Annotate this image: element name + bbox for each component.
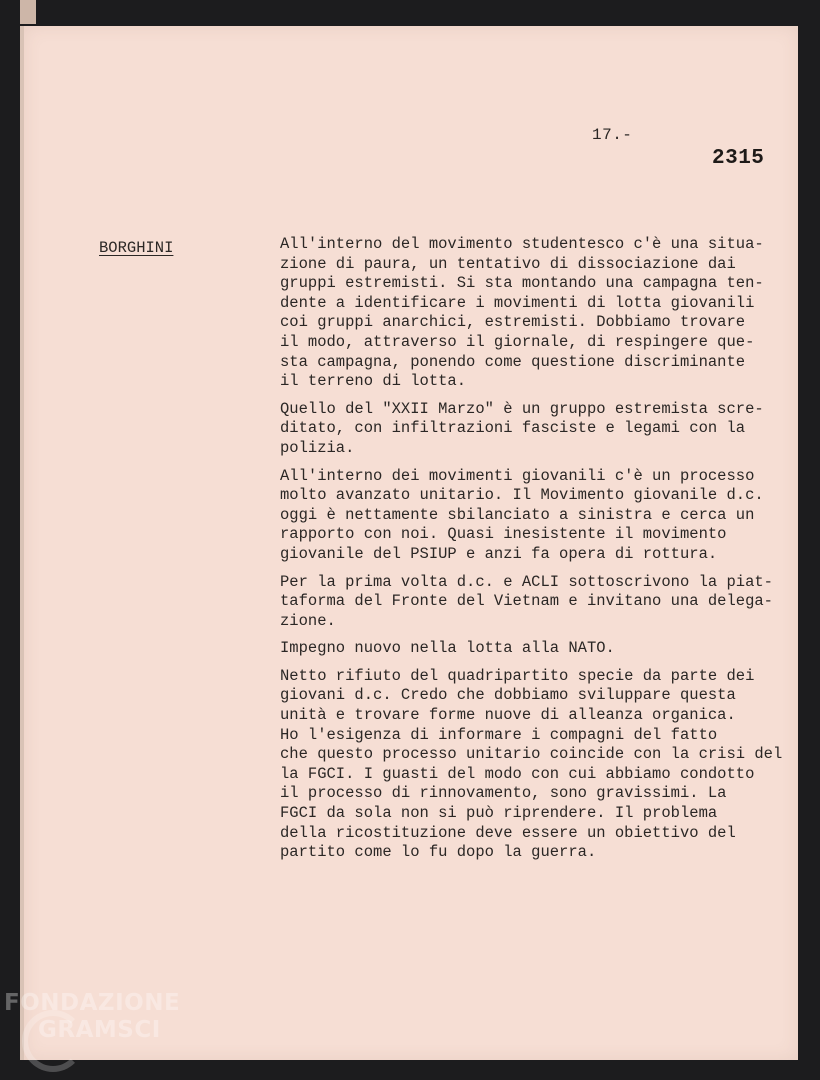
speaker-name: BORGHINI <box>99 239 174 257</box>
text-line: coi gruppi anarchici, estremisti. Dobbiamo trovare <box>280 313 746 332</box>
text-line: FGCI da sola non si può riprendere. Il problema <box>280 804 718 823</box>
text-line: ditato, con infiltrazioni fasciste e legami con la <box>280 419 746 438</box>
paragraph <box>280 573 790 632</box>
text-line: Netto rifiuto del quadripartito specie da parte dei <box>280 666 755 685</box>
binder-tab <box>20 0 36 24</box>
paragraph <box>280 467 790 565</box>
text-line: il modo, attraverso il giornale, di respingere que- <box>280 332 755 351</box>
text-line: la FGCI. I guasti del modo con cui abbiamo condotto <box>280 764 755 783</box>
text-line: molto avanzato unitario. Il Movimento giovanile d.c. <box>280 486 764 505</box>
text-line: zione. <box>280 611 336 630</box>
text-line: giovani d.c. Credo che dobbiamo sviluppare questa <box>280 686 736 705</box>
text-line: Ho l'esigenza di informare i compagni del fatto <box>280 725 718 744</box>
document-page <box>24 26 798 1060</box>
page-number: 17.- <box>592 126 633 144</box>
fondazione-gramsci-watermark <box>4 990 214 1070</box>
text-line: oggi è nettamente sbilanciato a sinistra e cerca un <box>280 505 755 524</box>
text-line: unità e trovare forme nuove di alleanza organica. <box>280 706 736 725</box>
paragraph <box>280 667 790 863</box>
text-line: All'interno dei movimenti giovanili c'è un processo <box>280 466 755 485</box>
text-line: gruppi estremisti. Si sta montando una campagna ten- <box>280 274 764 293</box>
text-line: Per la prima volta d.c. e ACLI sottoscrivono la piat- <box>280 572 773 591</box>
text-line: il terreno di lotta. <box>280 372 467 391</box>
text-line: zione di paura, un tentativo di dissociazione dai <box>280 254 736 273</box>
speech-body <box>280 235 790 871</box>
paragraph <box>280 400 790 459</box>
text-line: della ricostituzione deve essere un obiettivo del <box>280 823 736 842</box>
text-line: rapporto con noi. Quasi inesistente il movimento <box>280 525 727 544</box>
text-line: Impegno nuovo nella lotta alla NATO. <box>280 639 615 658</box>
paragraph <box>280 235 790 392</box>
text-line: Quello del "XXII Marzo" è un gruppo estremista scre- <box>280 399 764 418</box>
watermark-line-1: FONDAZIONE <box>4 990 181 1016</box>
text-line: giovanile del PSIUP e anzi fa opera di rottura. <box>280 544 718 563</box>
text-line: polizia. <box>280 438 355 457</box>
text-line: All'interno del movimento studentesco c'è una situa- <box>280 235 764 253</box>
text-line: taforma del Fronte del Vietnam e invitano una delega- <box>280 592 773 611</box>
watermark-line-2: GRAMSCI <box>38 1017 161 1043</box>
text-line: che questo processo unitario coincide con la crisi del <box>280 745 783 764</box>
text-line: sta campagna, ponendo come questione discriminante <box>280 352 746 371</box>
text-line: il processo di rinnovamento, sono gravissimi. La <box>280 784 727 803</box>
archive-stamp-number: 2315 <box>712 147 765 170</box>
text-line: partito come lo fu dopo la guerra. <box>280 843 597 862</box>
text-line: dente a identificare i movimenti di lotta giovanili <box>280 293 755 312</box>
paragraph <box>280 639 790 659</box>
